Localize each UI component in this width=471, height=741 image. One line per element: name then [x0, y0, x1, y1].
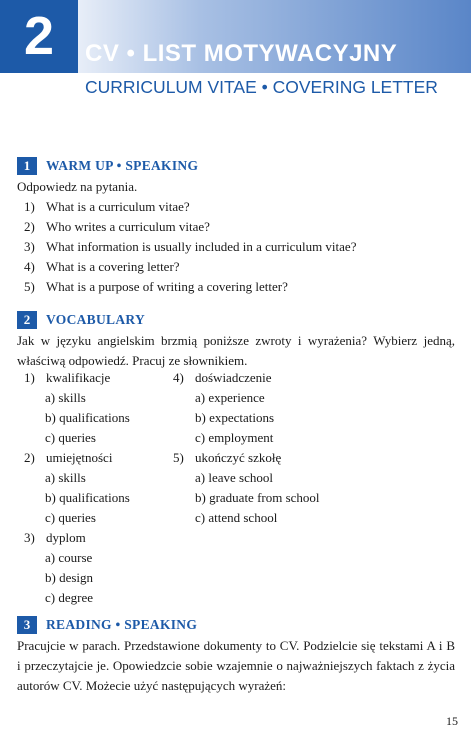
vocab-option: b) qualifications — [45, 410, 130, 425]
section-2-instruction: Jak w języku angielskim brzmią poniższe zwroty i wyrażenia? Wybierz jedną, właściwą odpowiedź. Pracuj ze słownikiem. — [17, 333, 455, 368]
list-item — [24, 237, 356, 257]
item-number: 5) — [24, 279, 35, 294]
page-number: 15 — [446, 714, 458, 728]
vocab-option: c) attend school — [195, 510, 278, 525]
item-number: 1) — [24, 199, 35, 214]
section-number-badge: 2 — [17, 311, 37, 329]
vocab-option: c) degree — [45, 590, 93, 605]
item-number: 2) — [24, 219, 35, 234]
vocab-term: kwalifikacje — [46, 370, 111, 385]
item-number: 5) — [173, 450, 184, 465]
vocab-term: umiejętności — [46, 450, 113, 465]
section-title: READING • SPEAKING — [46, 617, 198, 632]
vocab-option: b) design — [45, 570, 94, 585]
section-number-badge: 3 — [17, 616, 37, 634]
item-number: 4) — [24, 259, 35, 274]
list-item — [24, 257, 180, 277]
section-2-heading — [17, 311, 145, 329]
vocab-item — [24, 368, 110, 388]
vocab-option: a) experience — [195, 390, 265, 405]
vocab-option: c) queries — [45, 510, 96, 525]
item-number: 2) — [24, 450, 35, 465]
list-item — [24, 197, 190, 217]
section-3-instruction: Pracujcie w parach. Przedstawione dokumenty to CV. Podzielcie się tekstami A i B i przeczytajcie je. Opowiedzcie sobie wzajemnie o najważniejszych faktach z życia autorów CV. Możecie użyć następujących wyrażeń: — [17, 638, 455, 693]
vocab-item — [173, 448, 281, 468]
item-text: What is a covering letter? — [46, 259, 180, 274]
vocab-option: a) skills — [45, 390, 86, 405]
item-number: 4) — [173, 370, 184, 385]
section-number-badge: 1 — [17, 157, 37, 175]
item-text: What information is usually included in a curriculum vitae? — [46, 239, 357, 254]
vocab-option: a) skills — [45, 470, 86, 485]
vocab-option: b) expectations — [195, 410, 275, 425]
vocab-option: b) qualifications — [45, 490, 130, 505]
item-text: What is a curriculum vitae? — [46, 199, 190, 214]
list-item — [24, 217, 210, 237]
item-text: Who writes a curriculum vitae? — [46, 219, 210, 234]
item-text: What is a purpose of writing a covering letter? — [46, 279, 288, 294]
item-number: 3) — [24, 239, 35, 254]
vocab-term: ukończyć szkołę — [195, 450, 282, 465]
item-number: 3) — [24, 530, 35, 545]
chapter-title: CV • LIST MOTYWACYJNY — [85, 40, 398, 67]
chapter-subtitle: CURRICULUM VITAE • COVERING LETTER — [85, 77, 438, 97]
item-number: 1) — [24, 370, 35, 385]
vocab-option: c) employment — [195, 430, 274, 445]
section-1-instruction: Odpowiedz na pytania. — [17, 179, 138, 194]
vocab-item — [24, 448, 112, 468]
vocab-term: dyplom — [46, 530, 86, 545]
list-item — [24, 277, 288, 297]
vocab-option: a) leave school — [195, 470, 273, 485]
section-title: WARM UP • SPEAKING — [46, 158, 199, 173]
vocab-term: doświadczenie — [195, 370, 272, 385]
vocab-item — [173, 368, 272, 388]
vocab-option: b) graduate from school — [195, 490, 320, 505]
section-3-heading — [17, 616, 197, 634]
chapter-number: 2 — [0, 0, 78, 73]
section-1-heading — [17, 157, 198, 175]
vocab-option: a) course — [45, 550, 93, 565]
vocab-option: c) queries — [45, 430, 96, 445]
section-title: VOCABULARY — [46, 312, 146, 327]
vocab-item — [24, 528, 86, 548]
